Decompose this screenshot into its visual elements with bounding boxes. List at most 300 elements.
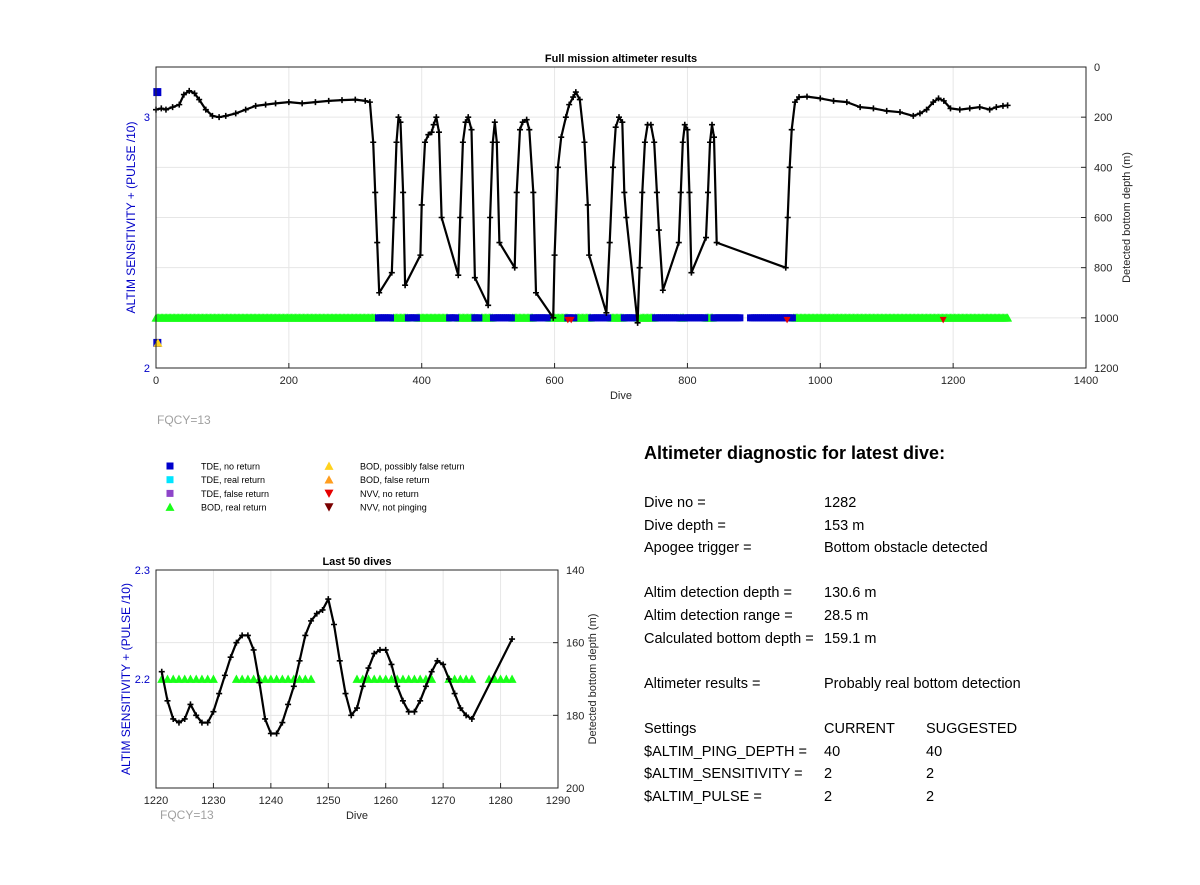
depth-point xyxy=(487,215,493,221)
bod-real-return-marker xyxy=(174,675,183,683)
y2-axis-label: Detected bottom depth (m) xyxy=(587,613,599,745)
full-mission-chart xyxy=(0,0,1200,440)
depth-point xyxy=(245,632,251,638)
depth-point xyxy=(910,113,916,119)
depth-point xyxy=(210,709,216,715)
bod-real-return-marker xyxy=(462,675,471,683)
bod-real-return-marker xyxy=(496,675,505,683)
x-tick-label: 1230 xyxy=(201,795,226,807)
det-depth-value: 130.6 m xyxy=(824,585,877,602)
setting-row xyxy=(644,786,1164,809)
dive-no-label: Dive no = xyxy=(644,495,706,511)
legend-label: TDE, no return xyxy=(201,461,261,472)
y2-tick-label: 200 xyxy=(566,783,585,795)
tde-no-return-marker xyxy=(508,314,515,321)
depth-point xyxy=(299,100,305,106)
depth-point xyxy=(492,119,498,125)
depth-point xyxy=(308,618,314,624)
tde-no-return-marker xyxy=(153,88,161,96)
depth-point xyxy=(286,99,292,105)
depth-point xyxy=(434,658,440,664)
depth-point xyxy=(372,189,378,195)
depth-point xyxy=(558,134,564,140)
depth-point xyxy=(651,139,657,145)
tde-no-return-marker xyxy=(604,314,611,321)
calc-depth-row xyxy=(644,628,1164,651)
depth-point xyxy=(555,164,561,170)
legend-entry xyxy=(167,475,266,485)
bod-real-return-marker xyxy=(307,675,316,683)
depth-point xyxy=(274,731,280,737)
legend-square-icon xyxy=(167,463,174,470)
depth-point xyxy=(440,661,446,667)
results-label: Altimeter results = xyxy=(644,675,761,692)
dive-depth-row xyxy=(644,515,1164,538)
depth-point xyxy=(182,716,188,722)
depth-point xyxy=(707,139,713,145)
depth-point xyxy=(680,139,686,145)
depth-point xyxy=(789,127,795,133)
x-tick-label: 1400 xyxy=(1073,375,1099,387)
depth-point xyxy=(391,215,397,221)
calc-depth-value: 159.1 m xyxy=(824,630,877,647)
bod-real-return-marker xyxy=(485,675,494,683)
fqcy-label-bottom: FQCY=13 xyxy=(160,808,214,822)
depth-point xyxy=(362,98,368,104)
depth-point xyxy=(343,691,349,697)
bod-real-return-marker xyxy=(358,675,367,683)
depth-point xyxy=(431,122,437,128)
y2-tick-label: 800 xyxy=(1094,262,1113,275)
legend-entry xyxy=(167,462,261,472)
results-value: Probably real bottom detection xyxy=(824,675,1021,692)
depth-point xyxy=(607,240,613,246)
bod-real-return-marker xyxy=(249,675,258,683)
depth-point xyxy=(285,701,291,707)
depth-point xyxy=(256,680,262,686)
tde-no-return-marker xyxy=(452,314,459,321)
bod-real-return-marker xyxy=(467,675,476,683)
det-depth-label: Altim detection depth = xyxy=(644,585,792,602)
plot-frame xyxy=(156,570,558,788)
setting-name: $ALTIM_SENSITIVITY = xyxy=(644,766,803,783)
depth-point xyxy=(705,189,711,195)
bod-real-return-marker xyxy=(180,675,189,683)
bod-real-return-marker xyxy=(421,675,430,683)
legend-triangle-down-icon xyxy=(325,503,334,511)
suggested-label: SUGGESTED xyxy=(926,720,1018,737)
depth-point xyxy=(1005,102,1011,108)
legend-label: BOD, real return xyxy=(201,502,267,513)
bod-real-return-marker xyxy=(381,675,390,683)
depth-point xyxy=(251,647,257,653)
x-axis-label: Dive xyxy=(345,810,369,822)
det-range-label: Altim detection range = xyxy=(644,607,793,624)
depth-point xyxy=(637,265,643,271)
depth-point xyxy=(455,272,461,278)
depth-point xyxy=(530,189,536,195)
y2-tick-label: 400 xyxy=(1094,162,1113,175)
depth-point xyxy=(621,189,627,195)
x-tick-label: 1280 xyxy=(488,795,513,807)
depth-point xyxy=(642,139,648,145)
depth-point xyxy=(239,632,245,638)
depth-point xyxy=(419,202,425,208)
depth-point xyxy=(446,676,452,682)
bod-real-return-marker xyxy=(266,675,275,683)
bod-real-return-marker xyxy=(209,675,218,683)
legend-label: NVV, not pinging xyxy=(360,502,427,513)
bod-real-return-marker xyxy=(272,675,281,683)
y-tick-label: 2.3 xyxy=(134,565,150,577)
bod-real-return-marker xyxy=(393,675,402,683)
depth-point xyxy=(654,189,660,195)
depth-point xyxy=(263,102,269,108)
legend-label: BOD, possibly false return xyxy=(360,461,465,472)
depth-point xyxy=(429,669,435,675)
depth-point xyxy=(279,720,285,726)
bod-real-return-marker xyxy=(238,675,247,683)
depth-point xyxy=(337,658,343,664)
dive-depth-label: Dive depth = xyxy=(644,517,726,534)
legend-entry xyxy=(167,489,270,499)
depth-point xyxy=(656,227,662,233)
bod-real-return-marker xyxy=(410,675,419,683)
depth-point xyxy=(509,636,515,642)
depth-point xyxy=(268,731,274,737)
legend-triangle-up-icon xyxy=(325,462,334,470)
depth-point xyxy=(714,240,720,246)
depth-point xyxy=(262,716,268,722)
y-axis-label: ALTIM SENSITIVITY + (PULSE /10) xyxy=(119,583,133,775)
depth-point xyxy=(377,647,383,653)
legend-label: TDE, false return xyxy=(201,488,270,499)
depth-point xyxy=(709,122,715,128)
depth-point xyxy=(623,215,629,221)
bod-real-return-marker xyxy=(508,675,517,683)
depth-point xyxy=(354,705,360,711)
depth-point xyxy=(314,611,320,617)
depth-point xyxy=(159,669,165,675)
depth-point xyxy=(857,104,863,110)
depth-point xyxy=(517,127,523,133)
x-tick-label: 1220 xyxy=(143,795,169,807)
x-tick-label: 600 xyxy=(545,375,564,387)
depth-point xyxy=(870,105,876,111)
depth-point xyxy=(457,705,463,711)
det-range-row xyxy=(644,605,1164,628)
bod-real-return-marker xyxy=(186,675,195,683)
depth-point xyxy=(460,139,466,145)
depth-point xyxy=(585,202,591,208)
legend xyxy=(166,462,465,513)
depth-point xyxy=(367,99,373,105)
bod-real-return-marker xyxy=(387,675,396,683)
bod-real-return-marker xyxy=(192,675,201,683)
current-label: CURRENT xyxy=(824,720,895,737)
depth-point xyxy=(987,107,993,113)
x-tick-label: 800 xyxy=(678,375,697,387)
depth-point xyxy=(526,127,532,133)
depth-point xyxy=(581,139,587,145)
bod-real-return-marker xyxy=(157,675,166,683)
depth-point xyxy=(163,107,169,113)
depth-point xyxy=(660,287,666,293)
depth-point xyxy=(817,95,823,101)
depth-point xyxy=(884,108,890,114)
legend-entry xyxy=(325,489,419,499)
depth-point xyxy=(688,270,694,276)
x-tick-label: 1260 xyxy=(373,795,398,807)
settings-header-row xyxy=(644,718,1164,741)
depth-point xyxy=(469,716,475,722)
dive-depth-value: 153 m xyxy=(824,517,865,534)
x-tick-label: 1250 xyxy=(316,795,341,807)
setting-current: 2 xyxy=(824,788,833,805)
y2-tick-label: 0 xyxy=(1094,62,1101,74)
depth-point xyxy=(243,107,249,113)
x-tick-label: 200 xyxy=(279,375,299,387)
bod-real-return-marker xyxy=(301,675,310,683)
legend-square-icon xyxy=(167,490,174,497)
depth-point xyxy=(423,683,429,689)
bod-real-return-marker xyxy=(243,675,252,683)
depth-point xyxy=(193,712,199,718)
bod-real-return-marker xyxy=(295,675,304,683)
depth-point xyxy=(703,235,709,241)
dive-no-value: 1282 xyxy=(824,495,857,511)
depth-point xyxy=(676,240,682,246)
depth-point xyxy=(436,129,442,135)
depth-point xyxy=(469,127,475,133)
depth-point xyxy=(417,698,423,704)
depth-point xyxy=(783,265,789,271)
depth-point xyxy=(170,716,176,722)
depth-point xyxy=(320,607,326,613)
diagnostic-title: Altimeter diagnostic for latest dive: xyxy=(644,443,946,463)
tde-no-return-marker xyxy=(413,314,420,321)
depth-point xyxy=(639,189,645,195)
legend-triangle-down-icon xyxy=(325,490,334,498)
depth-point xyxy=(610,164,616,170)
setting-suggested: 2 xyxy=(926,766,935,783)
x-tick-label: 400 xyxy=(412,375,431,387)
depth-series-line xyxy=(156,91,1008,323)
apogee-value: Bottom obstacle detected xyxy=(824,540,988,557)
depth-point xyxy=(199,720,205,726)
depth-point xyxy=(360,683,366,689)
bod-real-return-marker xyxy=(444,675,453,683)
setting-name: $ALTIM_PULSE = xyxy=(644,788,762,805)
y2-tick-label: 1000 xyxy=(1094,312,1119,325)
setting-current: 40 xyxy=(824,743,841,760)
depth-point xyxy=(233,640,239,646)
depth-point xyxy=(552,252,558,258)
y-tick-label: 3 xyxy=(143,112,150,125)
depth-point xyxy=(613,124,619,130)
depth-point xyxy=(394,683,400,689)
results-row xyxy=(644,673,1164,696)
tde-no-return-marker xyxy=(475,314,482,321)
depth-point xyxy=(957,107,963,113)
setting-row xyxy=(644,763,1164,786)
y-tick-label: 2.2 xyxy=(134,674,150,686)
bod-real-return-marker xyxy=(502,675,511,683)
legend-entry xyxy=(325,503,427,513)
depth-point xyxy=(463,712,469,718)
tde-no-return-marker xyxy=(736,314,743,321)
depth-point xyxy=(844,99,850,105)
depth-point xyxy=(787,164,793,170)
setting-current: 2 xyxy=(824,766,833,783)
depth-point xyxy=(291,683,297,689)
bod-real-return-marker xyxy=(427,675,436,683)
depth-point xyxy=(967,105,973,111)
y-tick-label: 2 xyxy=(143,363,150,375)
apogee-label: Apogee trigger = xyxy=(644,540,752,557)
depth-point xyxy=(228,654,234,660)
y2-tick-label: 200 xyxy=(1094,112,1113,125)
depth-point xyxy=(439,215,445,221)
x-tick-label: 1000 xyxy=(808,375,833,387)
depth-point xyxy=(804,94,810,100)
x-tick-label: 1270 xyxy=(430,795,456,807)
depth-point xyxy=(170,104,176,110)
bod-real-return-marker xyxy=(450,675,459,683)
depth-point xyxy=(348,712,354,718)
depth-point xyxy=(297,658,303,664)
depth-point xyxy=(365,665,371,671)
depth-point xyxy=(325,596,331,602)
depth-point xyxy=(223,113,229,119)
depth-point xyxy=(205,720,211,726)
depth-point xyxy=(433,114,439,120)
depth-point xyxy=(411,709,417,715)
bod-real-return-marker xyxy=(289,675,298,683)
legend-triangle-up-icon xyxy=(325,475,334,483)
depth-point xyxy=(233,110,239,116)
apogee-row xyxy=(644,537,1164,560)
depth-point xyxy=(371,651,377,657)
bod-real-return-marker xyxy=(163,675,172,683)
bod-real-return-marker xyxy=(261,675,270,683)
depth-point xyxy=(785,215,791,221)
settings-label: Settings xyxy=(644,720,697,737)
det-range-value: 28.5 m xyxy=(824,607,869,624)
setting-name: $ALTIM_PING_DEPTH = xyxy=(644,743,807,760)
x-tick-label: 1290 xyxy=(545,795,571,807)
depth-point xyxy=(457,215,463,221)
bod-real-return-marker xyxy=(375,675,384,683)
bod-real-return-marker xyxy=(398,675,407,683)
bod-real-return-marker xyxy=(404,675,413,683)
tde-no-return-marker xyxy=(701,314,708,321)
bod-real-return-marker xyxy=(364,675,373,683)
depth-point xyxy=(326,98,332,104)
y2-tick-label: 600 xyxy=(1094,212,1113,225)
depth-point xyxy=(374,240,380,246)
setting-suggested: 40 xyxy=(926,743,943,760)
depth-point xyxy=(352,97,358,103)
legend-entry xyxy=(166,503,267,513)
depth-point xyxy=(370,139,376,145)
y-axis-label: ALTIM SENSITIVITY + (PULSE /10) xyxy=(124,121,138,314)
depth-point xyxy=(273,100,279,106)
y2-tick-label: 140 xyxy=(566,565,585,577)
calc-depth-label: Calculated bottom depth = xyxy=(644,630,814,647)
depth-point xyxy=(494,139,500,145)
depth-point xyxy=(831,98,837,104)
dive-no-row xyxy=(644,492,1164,515)
bod-real-return-marker xyxy=(169,675,178,683)
depth-series-line xyxy=(162,599,512,733)
depth-point xyxy=(339,97,345,103)
depth-point xyxy=(176,720,182,726)
depth-point xyxy=(312,99,318,105)
bod-real-return-marker xyxy=(284,675,293,683)
det-depth-row xyxy=(644,582,1164,605)
depth-point xyxy=(678,189,684,195)
depth-point xyxy=(452,691,458,697)
y2-axis-label: Detected bottom depth (m) xyxy=(1121,152,1133,283)
x-tick-label: 1200 xyxy=(940,375,966,387)
legend-entry xyxy=(325,462,465,472)
chart-title: Full mission altimeter results xyxy=(544,53,698,65)
depth-point xyxy=(164,698,170,704)
bod-real-return-marker xyxy=(255,675,264,683)
depth-point xyxy=(977,104,983,110)
legend-label: NVV, no return xyxy=(360,488,419,499)
fqcy-label-top: FQCY=13 xyxy=(157,413,211,427)
x-tick-label: 1240 xyxy=(258,795,284,807)
depth-point xyxy=(158,105,164,111)
bod-real-return-marker xyxy=(232,675,241,683)
legend-triangle-up-icon xyxy=(166,503,175,511)
y2-tick-label: 160 xyxy=(566,637,585,650)
tde-no-return-marker xyxy=(387,314,394,321)
altimeter-diagnostic-panel xyxy=(644,443,1164,808)
setting-suggested: 2 xyxy=(926,788,935,805)
depth-point xyxy=(406,709,412,715)
legend-square-icon xyxy=(167,476,174,483)
depth-point xyxy=(222,672,228,678)
x-tick-label: 0 xyxy=(152,375,160,387)
depth-point xyxy=(586,252,592,258)
depth-point xyxy=(302,632,308,638)
depth-point xyxy=(993,104,999,110)
bod-real-return-marker xyxy=(353,675,362,683)
legend-label: TDE, real return xyxy=(201,475,266,486)
depth-point xyxy=(388,661,394,667)
setting-row xyxy=(644,741,1164,764)
depth-point xyxy=(514,189,520,195)
bod-real-return-marker xyxy=(278,675,287,683)
depth-point xyxy=(187,701,193,707)
bod-real-return-marker xyxy=(490,675,499,683)
depth-point xyxy=(648,122,654,128)
bod-real-return-marker xyxy=(456,675,465,683)
tde-no-return-marker xyxy=(544,314,551,321)
depth-point xyxy=(897,109,903,115)
chart-title: Last 50 dives xyxy=(322,556,392,568)
depth-point xyxy=(253,103,259,109)
depth-point xyxy=(400,698,406,704)
depth-point xyxy=(216,114,222,120)
legend-entry xyxy=(325,475,430,485)
y2-tick-label: 1200 xyxy=(1094,363,1119,375)
y2-tick-label: 180 xyxy=(566,710,585,723)
depth-point xyxy=(216,691,222,697)
